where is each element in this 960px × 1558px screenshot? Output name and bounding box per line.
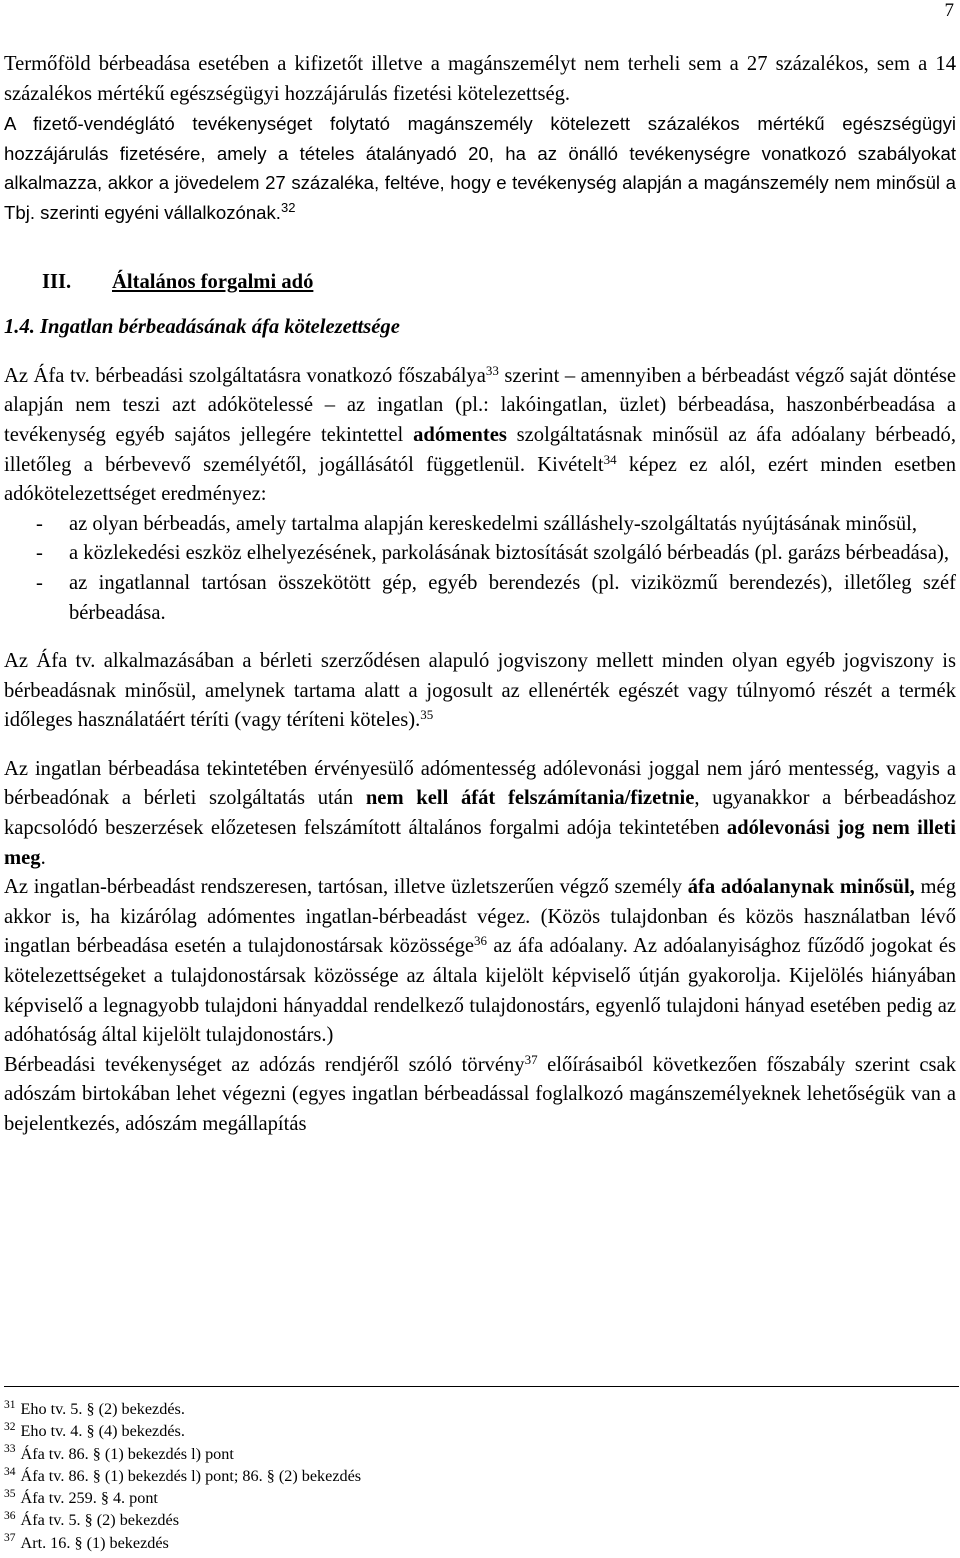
bold-nem-kell-afat: nem kell áfát felszámítania/fizetnie — [365, 787, 695, 810]
section-title: Általános forgalmi adó — [112, 270, 314, 293]
footnote-32: $^{32}$ Eho tv. 4. § (4) bekezdés. — [4, 1420, 185, 1441]
footnote-36: $^{36}$ Áfa tv. 5. § (2) bekezdés — [4, 1510, 180, 1530]
list-item: - az ingatlannal tartósan összekötött gép, egyéb berendezés (pl. viziközmű berendezés), illetőleg széf bérbeadása. — [4, 569, 956, 628]
paragraph-adomentesseg: Az ingatlan bérbeadása tekintetében érvényesülő adómentesség adólevonási joggal nem járó mentesség, vagyis a bérbeadónak a bérleti szolgáltatás után nem kell áfát felszámítania/fizetnie, ugyanakkor a bérbeadáshoz kapcsolódó beszerzések előzetesen felszámított általános forgalmi adója tekintetében adólevonási jog nem illeti meg. — [4, 757, 956, 869]
list-item: - az olyan bérbeadás, amely tartalma alapján kereskedelmi szálláshely-szolgáltatás nyújtásának minősül, — [4, 510, 956, 540]
dash-bullet: - — [36, 512, 43, 535]
bold-adomentes: adómentes — [413, 423, 507, 446]
paragraph-berbeadas-fogalma: Az Áfa tv. alkalmazásában a bérleti szerződésen alapuló jogviszony mellett minden olyan egyéb jogviszony is bérbeadásnak minősül, amelynek tartama alatt a jogosult az ellenérték egészét vagy túlnyomó részét a termék időleges használatáért téríti (vagy téríteni köteles).$^{35}$ — [4, 650, 956, 732]
paragraph-afa-foszabaly: Az Áfa tv. bérbeadási szolgáltatásra vonatkozó főszabálya$^{33}$ szerint – amennyiben a bérbeadást végző saját döntése alapján nem teszi azt adókötelessé – az ingatlan (pl.: lakóingatlan, üzlet) bérbeadása, haszonbérbeadása a tevékenység egyéb sajátos jellegére tekintettel adómentes szolgáltatásnak minősül az áfa adóalany bérbeadó, illetőleg a bérbevevő személyétől, jogállásától függetlenül. Kivételt$^{34}$ képez ez alól, ezért minden esetben adókötelezettséget eredményez: — [4, 362, 956, 506]
section-number: III. — [42, 270, 72, 293]
dash-bullet: - — [36, 542, 43, 565]
list-item: - a közlekedési eszköz elhelyezésének, parkolásának biztosítását szolgáló bérbeadás (pl. garázs bérbeadása), — [4, 539, 956, 569]
footnote-ref-36[interactable]: 36 — [474, 933, 488, 949]
footnote-ref-34[interactable]: 34 — [603, 451, 617, 467]
footnote-separator — [4, 1386, 959, 1387]
subsection-heading: 1.4. Ingatlan bérbeadásának áfa kötelezettsége — [4, 316, 400, 339]
dash-bullet: - — [36, 571, 43, 594]
footnote-ref-33[interactable]: 33 — [485, 362, 499, 378]
paragraph-termofold: Termőföld bérbeadása esetében a kifizetőt illetve a magánszemélyt nem terheli sem a 27 százalékos, sem a 14 százalékos mértékű egészségügyi hozzájárulás fizetési kötelezettség. — [4, 53, 956, 105]
document-body — [4, 50, 956, 1140]
footnote-35: $^{35}$ Áfa tv. 259. § 4. pont — [4, 1487, 158, 1508]
bold-afa-adoalany: áfa adóalanynak minősül, — [687, 876, 915, 899]
section-heading — [42, 268, 956, 298]
footnote-ref-35[interactable]: 35 — [420, 707, 434, 723]
footnote-31: $^{31}$ Eho tv. 5. § (2) bekezdés. — [4, 1398, 185, 1418]
paragraph-adoszam: Bérbeadási tevékenységet az adózás rendjéről szóló törvény$^{37}$ előírásaiból következően főszabály szerint csak adószám birtokában lehet végezni (egyes ingatlan bérbeadással foglalkozó magánszemélyeknek lehetőségük van a bejelentkezés, adószám megállapítás — [4, 1051, 956, 1135]
paragraph-adoalany: Az ingatlan-bérbeadást rendszeresen, tartósan, illetve üzletszerűen végző személy áfa adóalanynak minősül, még akkor is, ha kizárólag adómentes ingatlan-bérbeadást végez. (Közös tulajdonban és közös használatban lévő ingatlan bérbeadása esetén a tulajdonostársak közössége$^{36}$ az áfa adóalany. Az adóalanyisághoz fűződő jogokat és kötelezettségeket a tulajdonostársak közössége az általa kijelölt képviselő útján gyakorolja. Kijelölés hiányában képviselő a legnagyobb tulajdoni hányaddal rendelkező tulajdonostárs, egyenlő tulajdoni hányad esetében pedig az adóhatóság által kijelölt tulajdonostárs.) — [4, 876, 956, 1047]
page-number: 7 — [944, 0, 954, 21]
footnote-37: $^{37}$ Art. 16. § (1) bekezdés — [4, 1532, 169, 1552]
footnotes — [4, 1398, 361, 1554]
footnote-33: $^{33}$ Áfa tv. 86. § (1) bekezdés l) pont — [4, 1443, 234, 1463]
footnote-34: $^{34}$ Áfa tv. 86. § (1) bekezdés l) pont; 86. § (2) bekezdés — [4, 1465, 362, 1485]
exception-list — [4, 510, 956, 628]
footnote-ref-32[interactable]: 32 — [280, 199, 296, 215]
bold-adolevonasi-jog: adólevonási jog nem illeti meg — [4, 817, 956, 869]
paragraph-fizeto-vendeglato: A fizető-vendéglátó tevékenységet folytató magánszemély kötelezett százalékos mértékű egészségügyi hozzájárulás fizetésére, amely a tételes átalányadó 20, ha az önálló tevékenységre vonatkozó szabályokat alkalmazza, akkor a jövedelem 27 százaléka, feltéve, hogy e tevékenység alapján a magánszemély nem minősül a Tbj. szerinti egyéni vállalkozónak.$^{32}$ — [4, 113, 956, 223]
footnote-ref-37[interactable]: 37 — [524, 1051, 538, 1067]
